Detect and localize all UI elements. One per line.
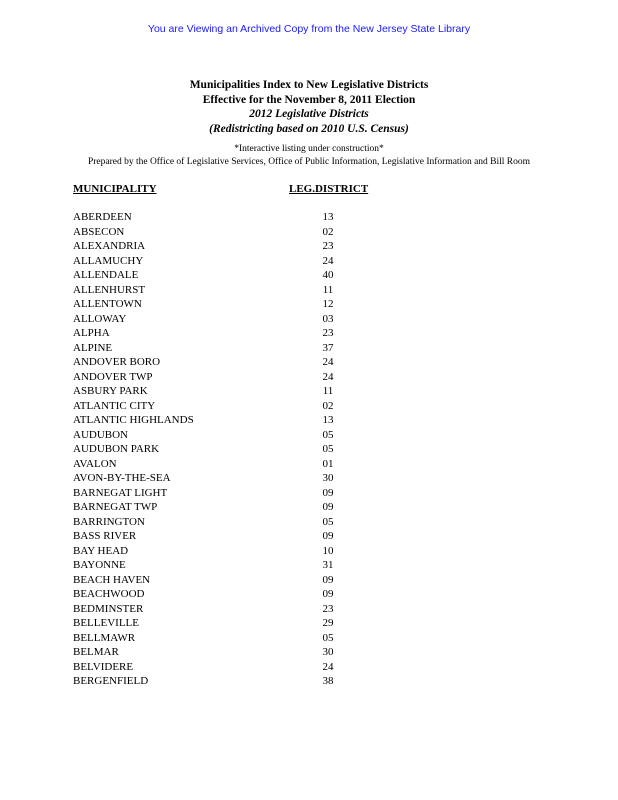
- table-row: [0, 602, 618, 617]
- table-row: [0, 529, 618, 544]
- table-row: [0, 297, 618, 312]
- municipality-name: ANDOVER TWP: [73, 370, 153, 383]
- municipality-name: ALLENHURST: [73, 283, 146, 296]
- district-number: 30: [322, 646, 334, 658]
- municipality-name: ABERDEEN: [73, 211, 132, 223]
- district-number: 23: [322, 327, 334, 339]
- district-number: 30: [322, 472, 334, 484]
- table-row: [0, 544, 618, 559]
- municipality-name: BEACH HAVEN: [73, 573, 151, 586]
- district-number: 24: [322, 254, 334, 267]
- district-number: 37: [322, 341, 334, 354]
- municipality-name: BELLMAWR: [73, 631, 136, 644]
- district-number: 13: [322, 211, 334, 223]
- table-row: [0, 645, 618, 660]
- municipality-name: BAYONNE: [73, 559, 126, 571]
- table-row: [0, 399, 618, 414]
- district-number: 13: [322, 414, 334, 426]
- municipality-name: ABSECON: [73, 225, 125, 238]
- municipality-name: AVALON: [73, 457, 117, 470]
- municipality-name: ALLENTOWN: [73, 298, 142, 310]
- municipality-name: ALLAMUCHY: [73, 254, 144, 267]
- district-number: 29: [322, 617, 334, 629]
- municipality-name: ALPINE: [73, 341, 113, 354]
- district-number: 09: [322, 588, 334, 600]
- district-number: 23: [322, 602, 334, 615]
- municipality-name: BEACHWOOD: [73, 588, 145, 600]
- table-row: [0, 384, 618, 399]
- district-number: 02: [322, 399, 334, 412]
- table-row: [0, 283, 618, 298]
- district-number: 24: [322, 356, 334, 368]
- title-line-4: (Redistricting based on 2010 U.S. Census): [209, 122, 409, 135]
- district-number: 09: [322, 573, 334, 586]
- municipality-name: BASS RIVER: [73, 530, 137, 542]
- notes-block: [0, 143, 618, 169]
- district-number: 05: [322, 515, 334, 528]
- table-row: [0, 631, 618, 646]
- district-number: 09: [322, 501, 334, 513]
- district-number: 03: [322, 312, 334, 325]
- table-row: [0, 515, 618, 530]
- district-number: 10: [322, 544, 334, 557]
- prepared-by-note: Prepared by the Office of Legislative Services, Office of Public Information, Legislative Information and Bill Room: [87, 157, 531, 167]
- municipality-name: BARRINGTON: [73, 515, 145, 528]
- table-row: [0, 471, 618, 486]
- table-row: [0, 573, 618, 588]
- municipality-name: ATLANTIC CITY: [73, 399, 156, 412]
- district-number: 05: [322, 428, 334, 441]
- district-number: 05: [322, 631, 334, 644]
- title-line-2: Effective for the November 8, 2011 Election: [202, 93, 416, 106]
- district-number: 24: [322, 660, 334, 673]
- municipality-name: BELMAR: [73, 646, 119, 658]
- interactive-note: *Interactive listing under construction*: [234, 144, 384, 154]
- table-row: [0, 239, 618, 254]
- district-number: 23: [322, 240, 334, 252]
- district-number: 02: [322, 225, 334, 238]
- table-row: [0, 225, 618, 240]
- district-number: 09: [322, 486, 334, 499]
- table-row: [0, 254, 618, 269]
- municipality-name: BELVIDERE: [73, 660, 134, 673]
- municipality-column-header: MUNICIPALITY: [73, 183, 157, 195]
- district-column-header: LEG.DISTRICT: [289, 183, 369, 195]
- municipality-name: BERGENFIELD: [73, 675, 149, 687]
- municipality-name: AUDUBON PARK: [73, 443, 160, 455]
- municipality-name: ALLOWAY: [73, 312, 127, 325]
- district-number: 05: [322, 443, 334, 455]
- municipality-name: BAY HEAD: [73, 544, 129, 557]
- municipality-name: ALLENDALE: [73, 269, 139, 281]
- district-number: 11: [322, 385, 334, 397]
- municipality-name: ATLANTIC HIGHLANDS: [73, 414, 194, 426]
- district-number: 11: [322, 283, 334, 296]
- municipality-name: BELLEVILLE: [73, 617, 139, 629]
- table-row: [0, 457, 618, 472]
- district-number: 24: [322, 370, 334, 383]
- district-number: 40: [322, 269, 334, 281]
- title-line-3: 2012 Legislative Districts: [249, 108, 369, 120]
- municipality-name: ALPHA: [73, 327, 110, 339]
- table-row: [0, 210, 618, 225]
- document-title-block: [0, 78, 618, 136]
- table-row: [0, 674, 618, 689]
- municipality-name: BARNEGAT LIGHT: [73, 486, 168, 499]
- title-line-1: Municipalities Index to New Legislative Districts: [189, 79, 429, 91]
- district-number: 12: [322, 298, 334, 310]
- district-number: 31: [322, 559, 334, 571]
- municipality-name: AUDUBON: [73, 428, 128, 441]
- table-row: [0, 326, 618, 341]
- table-row: [0, 442, 618, 457]
- table-row: [0, 268, 618, 283]
- district-number: 09: [322, 530, 334, 542]
- table-row: [0, 370, 618, 385]
- table-row: [0, 660, 618, 675]
- municipality-name: ANDOVER BORO: [73, 356, 161, 368]
- table-row: [0, 486, 618, 501]
- table-row: [0, 341, 618, 356]
- municipality-name: AVON-BY-THE-SEA: [73, 472, 171, 484]
- archive-banner-link[interactable]: You are Viewing an Archived Copy from the New Jersey State Library: [147, 23, 471, 35]
- municipality-name: ALEXANDRIA: [73, 240, 146, 252]
- table-row: [0, 355, 618, 370]
- municipality-name: BARNEGAT TWP: [73, 501, 158, 513]
- table-row: [0, 558, 618, 573]
- district-number: 01: [322, 457, 334, 470]
- municipality-name: BEDMINSTER: [73, 602, 144, 615]
- municipality-name: ASBURY PARK: [73, 385, 148, 397]
- table-row: [0, 587, 618, 602]
- table-row: [0, 312, 618, 327]
- table-row: [0, 500, 618, 515]
- table-row: [0, 428, 618, 443]
- district-number: 38: [322, 675, 334, 687]
- municipality-list: [0, 210, 618, 689]
- table-row: [0, 616, 618, 631]
- table-row: [0, 413, 618, 428]
